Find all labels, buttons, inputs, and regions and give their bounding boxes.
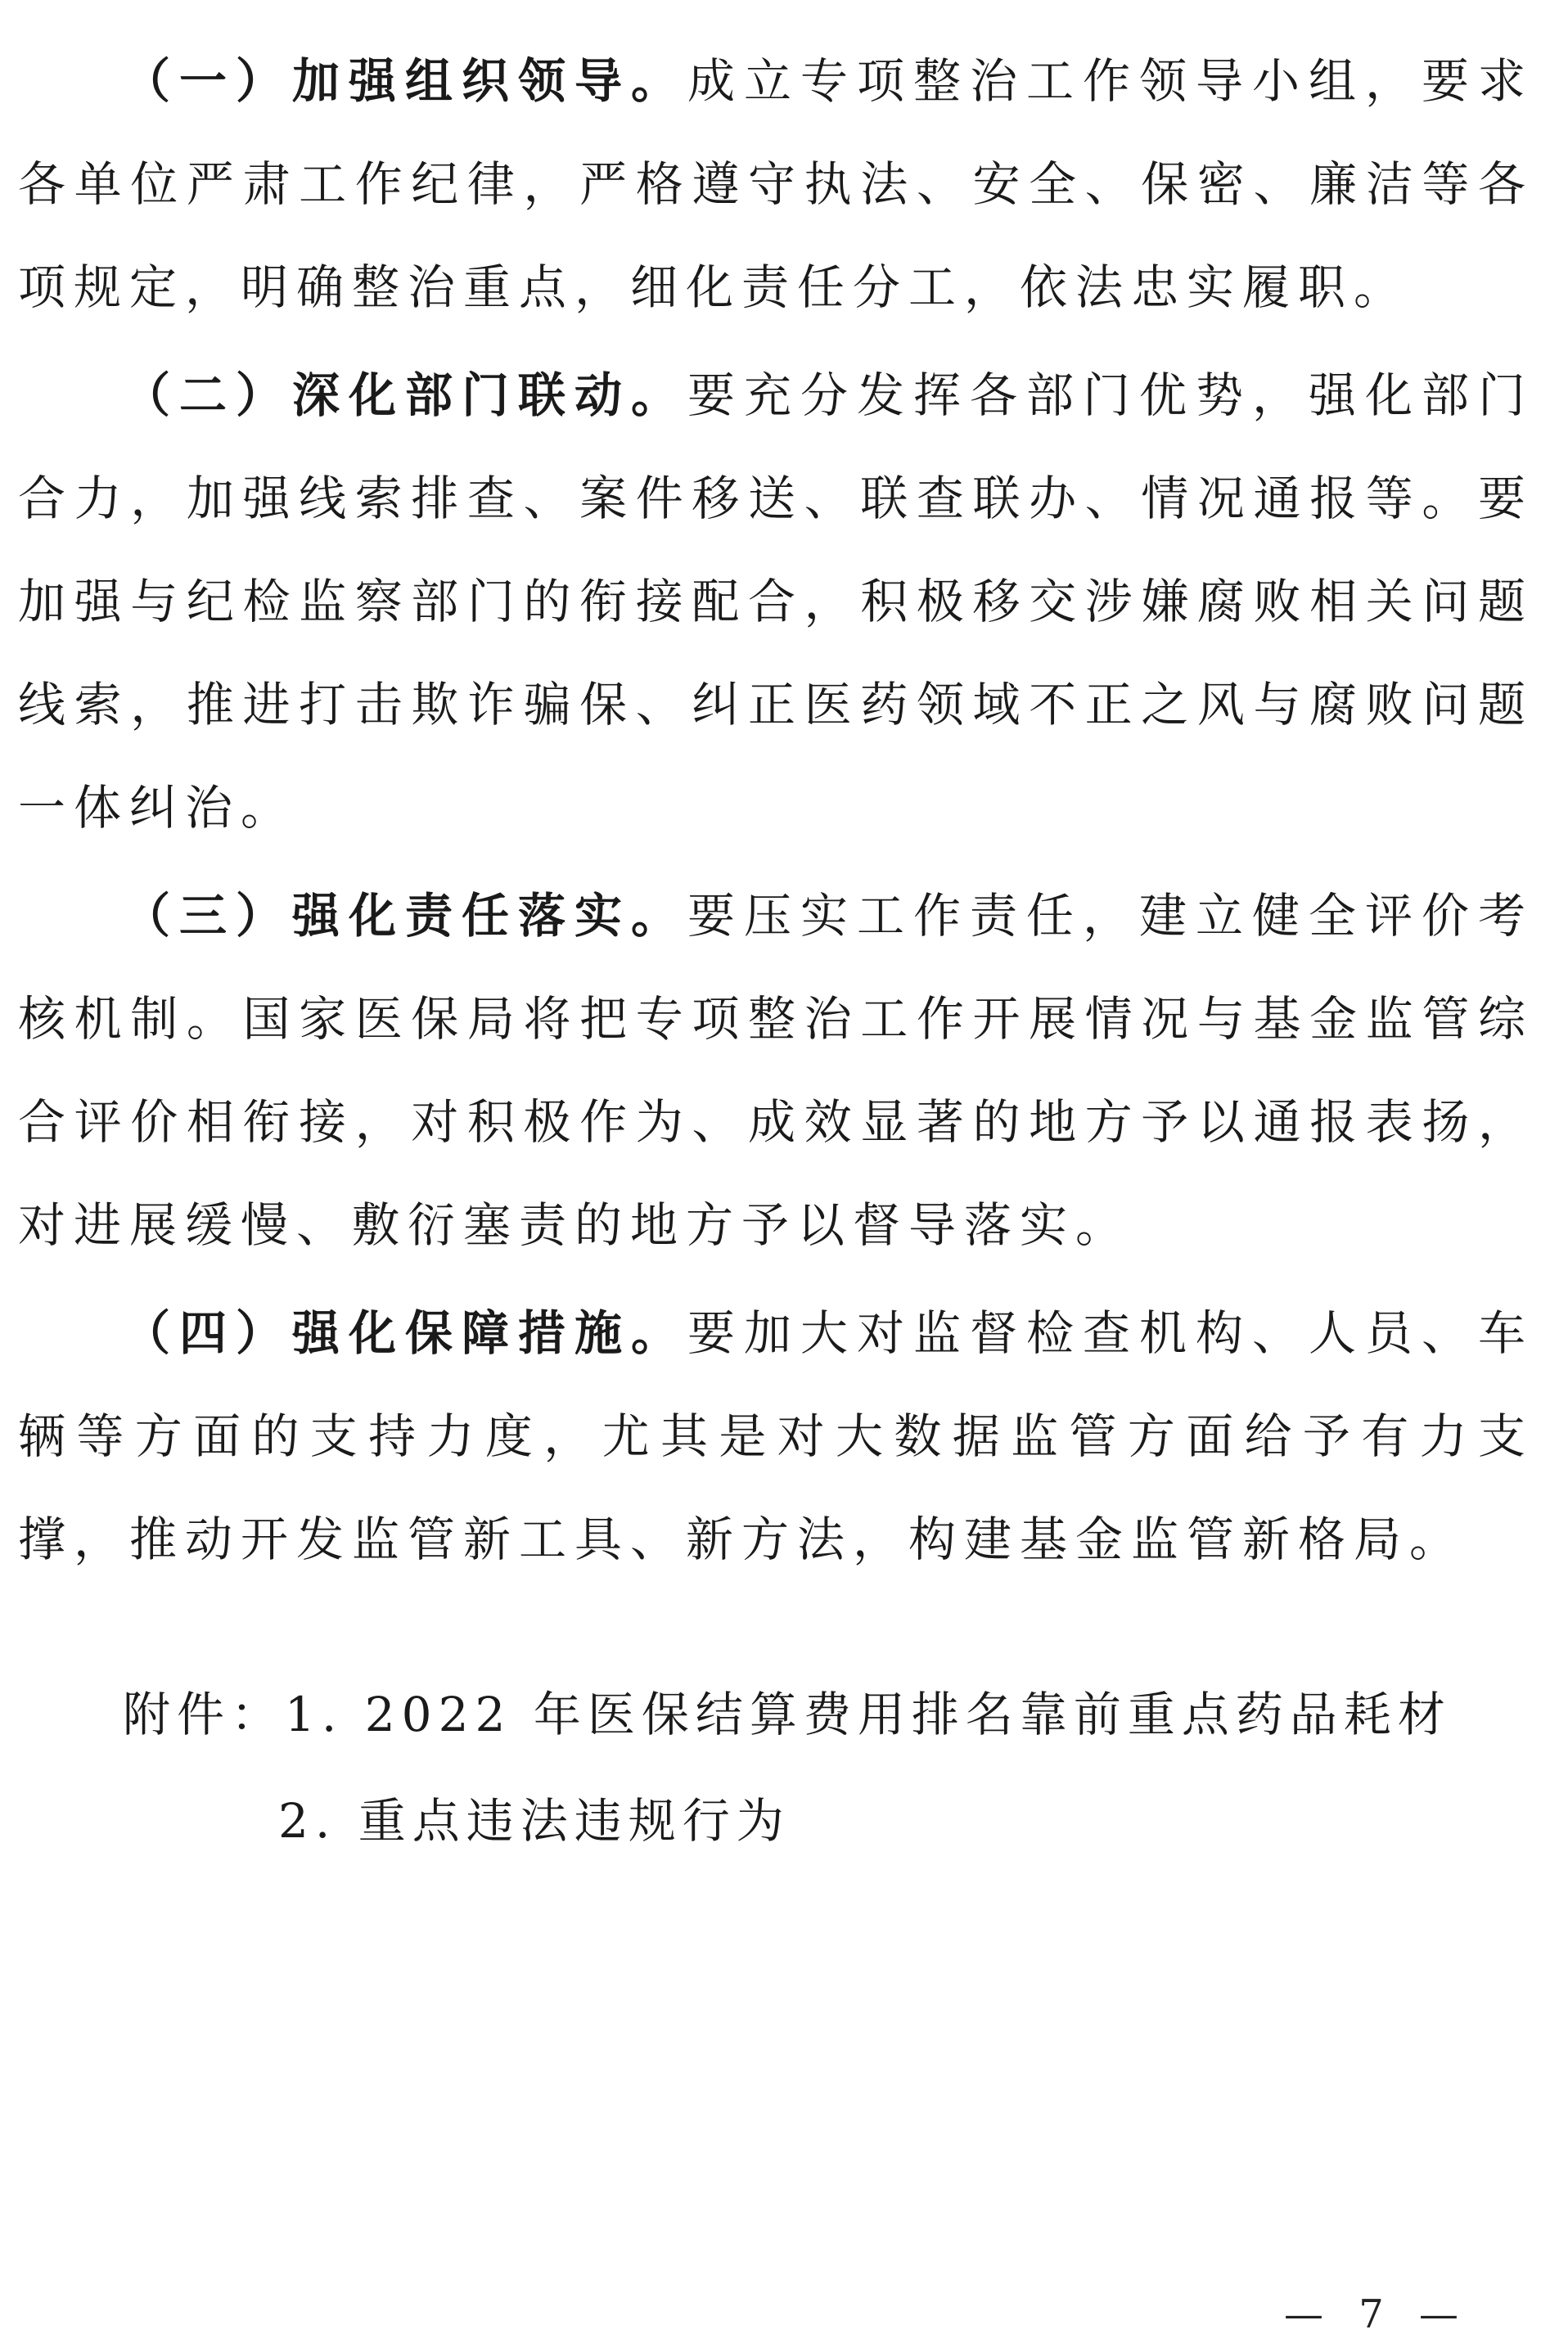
section-1-heading: （一）加强组织领导。: [123, 53, 687, 109]
attachment-item-2: 2. 重点违法违规行为: [278, 1793, 791, 1849]
page-number: — 7 —: [1283, 2291, 1470, 2337]
section-2-heading: （二）深化部门联动。: [123, 367, 687, 423]
section-2: [18, 344, 1534, 859]
section-3-body: 要压实工作责任，建立健全评价考核机制。国家医保局将把专项整治工作开展情况与基金监管综合评价相衔接，对积极作为、成效显著的地方予以通报表扬，对进展缓慢、敷衍塞责的地方予以督导落实。: [18, 888, 1534, 1253]
section-1: [18, 29, 1534, 339]
section-1-body: 成立专项整治工作领导小组，要求各单位严肃工作纪律，严格遵守执法、安全、保密、廉洁等各项规定，明确整治重点，细化责任分工，依法忠实履职。: [18, 53, 1534, 315]
document-body: [18, 29, 1534, 1596]
attachments-list: [123, 1661, 1514, 1874]
section-2-body: 要充分发挥各部门优势，强化部门合力，加强线索排查、案件移送、联查联办、情况通报等。要加强与纪检监察部门的衔接配合，积极移交涉嫌腐败相关问题线索，推进打击欺诈骗保、纠正医药领域不正之风与腐败问题一体纠治。: [18, 367, 1534, 836]
section-4-heading: （四）强化保障措施。: [123, 1305, 687, 1361]
section-3-heading: （三）强化责任落实。: [123, 888, 687, 944]
attachment-item-1: 附件：1. 2022 年医保结算费用排名靠前重点药品耗材: [123, 1687, 1452, 1742]
section-4-body: 要加大对监督检查机构、人员、车辆等方面的支持力度，尤其是对大数据监管方面给予有力支撑，推动开发监管新工具、新方法，构建基金监管新格局。: [18, 1305, 1534, 1567]
section-3: [18, 864, 1534, 1277]
section-4: [18, 1282, 1534, 1591]
